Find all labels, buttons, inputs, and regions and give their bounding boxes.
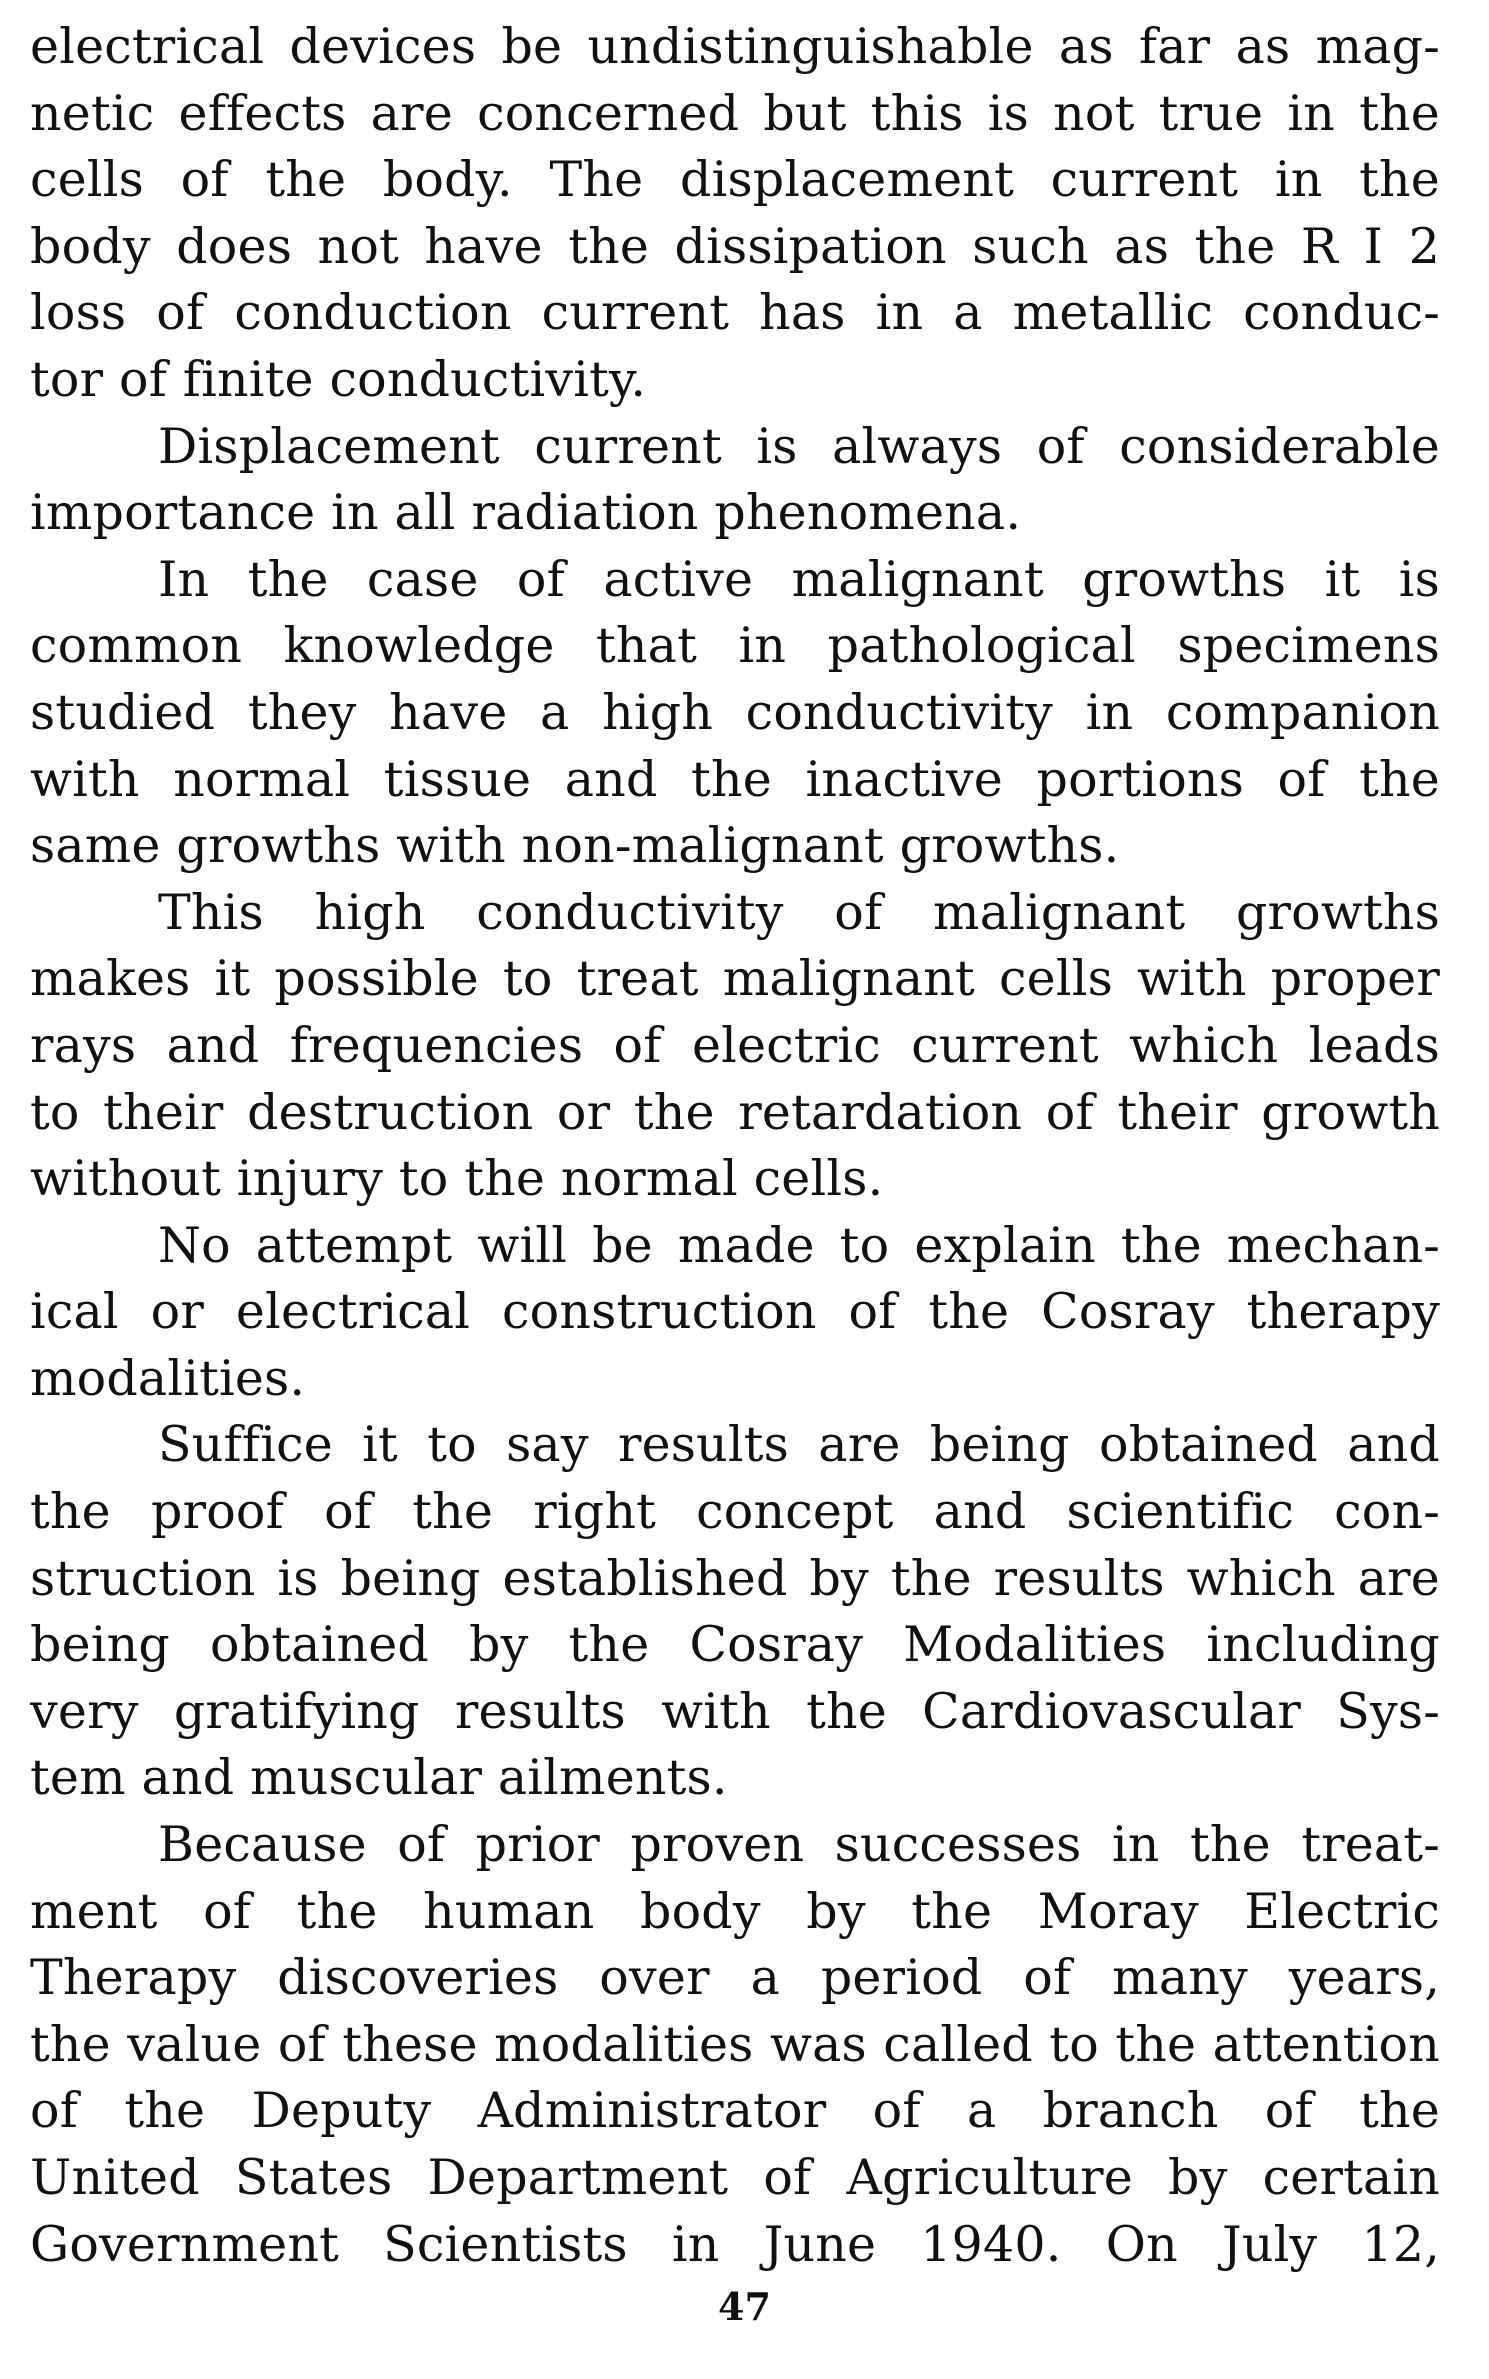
text-line: tem and muscular ailments. [30, 1749, 728, 1807]
paragraph [30, 414, 1440, 547]
paragraph [30, 880, 1440, 1213]
paragraph [30, 1812, 1440, 2278]
text-line: importance in all radiation phenomena. [30, 484, 1022, 542]
text-line: body does not have the dissipation such as the R I 2 [30, 217, 1440, 275]
text-line: This high conductivity of malignant growths [158, 883, 1440, 941]
text-line: struction is being established by the results which are [30, 1549, 1440, 1607]
paragraph [30, 14, 1440, 414]
text-line: United States Department of Agriculture by certain [30, 2149, 1440, 2206]
paragraph [30, 1412, 1440, 1812]
text-line: very gratifying results with the Cardiovascular Sys- [30, 1682, 1440, 1740]
text-line: modalities. [30, 1349, 306, 1407]
paragraph [30, 547, 1440, 880]
page-body [30, 14, 1440, 2278]
text-line: No attempt will be made to explain the mechan- [158, 1216, 1440, 1274]
text-line: the proof of the right concept and scientific con- [30, 1483, 1440, 1541]
text-line: common knowledge that in pathological specimens [30, 617, 1440, 675]
text-line: Because of prior proven successes in the treat- [158, 1816, 1440, 1874]
text-line: with normal tissue and the inactive portions of the [30, 750, 1440, 808]
text-line: the value of these modalities was called to the attention [30, 2015, 1440, 2073]
text-line: studied they have a high conductivity in companion [30, 683, 1440, 741]
paragraph [30, 1213, 1440, 1413]
text-line: rays and frequencies of electric current which leads [30, 1016, 1440, 1074]
text-line: same growths with non-malignant growths. [30, 817, 1120, 875]
text-line: Therapy discoveries over a period of many years, [30, 1949, 1440, 2007]
text-line: makes it possible to treat malignant cells with proper [30, 950, 1440, 1008]
text-line: being obtained by the Cosray Modalities including [30, 1616, 1440, 1674]
text-line: Displacement current is always of considerable [158, 417, 1440, 475]
text-line: Suffice it to say results are being obtained and [158, 1416, 1440, 1474]
page-number: 47 [718, 2284, 771, 2329]
text-line: In the case of active malignant growths it is [158, 550, 1440, 608]
text-line: to their destruction or the retardation of their growth [30, 1083, 1440, 1141]
text-line: ment of the human body by the Moray Electric [30, 1882, 1440, 1940]
text-line: tor of finite conductivity. [30, 350, 647, 408]
text-line: netic effects are concerned but this is not true in the [30, 84, 1440, 142]
text-line: ical or electrical construction of the Cosray therapy [30, 1283, 1440, 1341]
text-line: without injury to the normal cells. [30, 1150, 884, 1208]
text-line: electrical devices be undistinguishable as far as mag- [30, 18, 1440, 75]
text-line: cells of the body. The displacement current in the [30, 151, 1440, 209]
text-line: of the Deputy Administrator of a branch of the [30, 2082, 1440, 2140]
text-line: loss of conduction current has in a metallic conduc- [30, 284, 1440, 342]
text-line: Government Scientists in June 1940. On July 12, [30, 2215, 1440, 2273]
